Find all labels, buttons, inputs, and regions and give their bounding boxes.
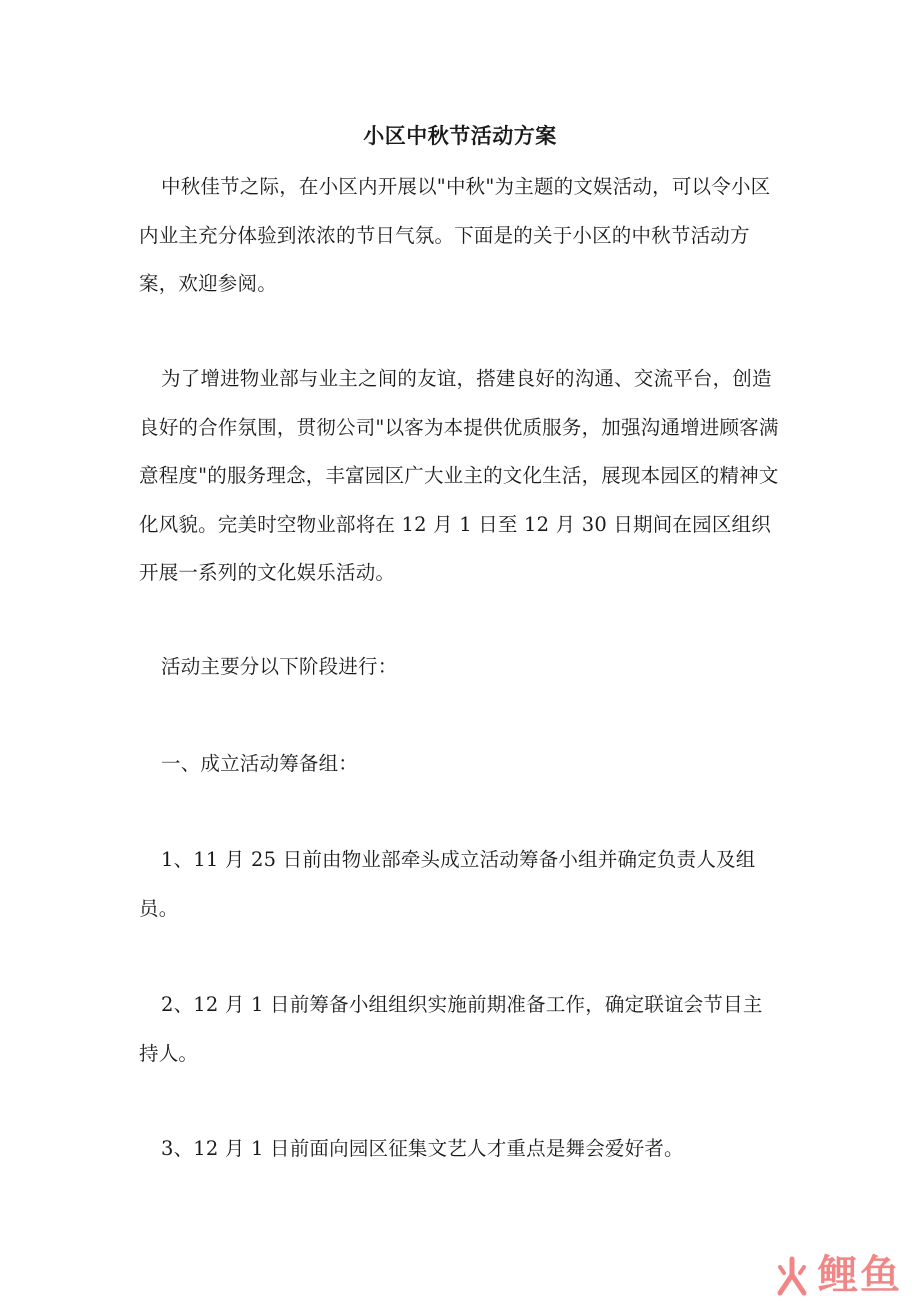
stages-intro-paragraph: 活动主要分以下阶段进行： [161,655,398,678]
intro-paragraph: 中秋佳节之际，在小区内开展以"中秋"为主题的文娱活动，可以令小区内业主充分体验到浓浓的节日气氛。下面是的关于小区的中秋节活动方案，欢迎参阅。 [139,175,771,295]
document-title: 小区中秋节活动方案 [363,123,557,148]
watermark-logo [732,1252,902,1298]
list-item-3: 3、12 月 1 日前面向园区征集文艺人才重点是舞会爱好者。 [161,1137,684,1160]
section-heading-1: 一、成立活动筹备组： [161,752,359,775]
purpose-paragraph: 为了增进物业部与业主之间的友谊，搭建良好的沟通、交流平台，创造良好的合作氛围，贯彻公司"以客为本提供优质服务，加强沟通增进顾客满意程度"的服务理念，丰富园区广大业主的文化生活，展现本园区的精神文化风貌。完美时空物业部将在 12 月 1 日至 12 月 30 日期间在园区组织开展一系列的文化娱乐活动。 [139,367,779,584]
list-item-1: 1、11 月 25 日前由物业部牵头成立活动筹备小组并确定负责人及组员。 [139,848,756,920]
fire-icon [770,1253,814,1297]
list-item-2: 2、12 月 1 日前筹备小组组织实施前期准备工作，确定联谊会节目主持人。 [139,993,763,1065]
watermark-text: 鲤鱼 [818,1252,902,1298]
